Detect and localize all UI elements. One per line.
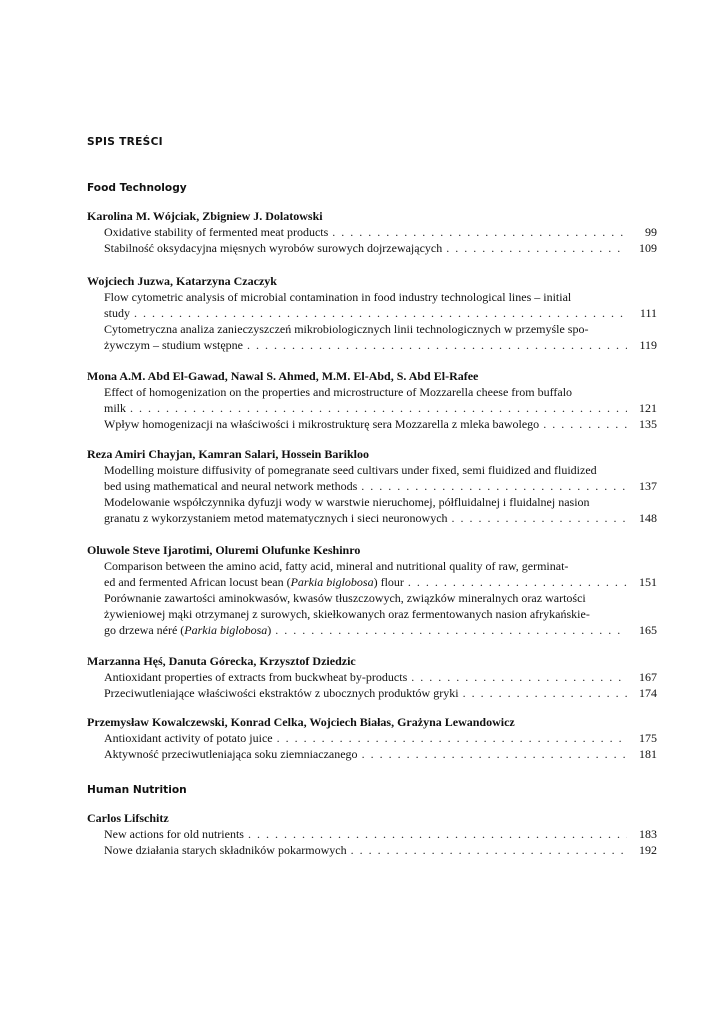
leader-dots: [351, 842, 627, 858]
page-number: 151: [639, 575, 657, 589]
toc-entry[interactable]: [87, 240, 657, 256]
entry-title-line: Effect of homogenization on the properties and microstructure of Mozzarella cheese from buffalo: [104, 385, 573, 399]
page-number: 167: [639, 670, 657, 684]
entry-title-line: Cytometryczna analiza zanieczyszczeń mikrobiologicznych linii technologicznych w przemyśle spo-: [104, 322, 589, 336]
toc-entry[interactable]: [87, 384, 657, 416]
entry-title: [104, 574, 404, 590]
leader-dots: [361, 478, 627, 494]
entry-title: bed using mathematical and neural network methods: [104, 479, 358, 493]
entry-title: Aktywność przeciwutleniająca soku ziemniaczanego: [104, 747, 358, 761]
page-number: 148: [639, 511, 657, 525]
page-number: 183: [639, 827, 657, 841]
entry-title: Przeciwutleniające właściwości ekstraktów z ubocznych produktów gryki: [104, 686, 459, 700]
leader-dots: [408, 574, 627, 590]
leader-dots: [134, 305, 627, 321]
authors: Marzanna Hęś, Danuta Górecka, Krzysztof Dziedzic: [87, 654, 356, 668]
entry-title: milk: [104, 401, 127, 415]
toc-entry[interactable]: [87, 321, 657, 353]
section-heading: Human Nutrition: [87, 784, 187, 796]
leader-dots: [248, 826, 627, 842]
entry-title-line: Comparison between the amino acid, fatty acid, mineral and nutritional quality of raw, germinat-: [104, 559, 569, 573]
entry-title-line: Flow cytometric analysis of microbial contamination in food industry technological lines – initial: [104, 290, 572, 304]
page-number: 165: [639, 623, 657, 637]
leader-dots: [247, 337, 627, 353]
page-number: 135: [639, 417, 657, 431]
entry-title: Nowe działania starych składników pokarmowych: [104, 843, 347, 857]
toc-entry[interactable]: [87, 558, 657, 590]
page-number: 175: [639, 731, 657, 745]
author-group: [87, 810, 657, 858]
author-group: [87, 714, 657, 762]
toc-entry[interactable]: [87, 462, 657, 494]
leader-dots: [332, 224, 627, 240]
toc-entry[interactable]: [87, 289, 657, 321]
entry-title: Antioxidant properties of extracts from buckwheat by-products: [104, 670, 408, 684]
page-number: 111: [639, 306, 657, 320]
entry-title: study: [104, 306, 131, 320]
toc-entry[interactable]: [87, 730, 657, 746]
entry-title: Stabilność oksydacyjna mięsnych wyrobów surowych dojrzewających: [104, 241, 443, 255]
section-heading: Food Technology: [87, 182, 187, 194]
page-number: 121: [639, 401, 657, 415]
author-group: [87, 208, 657, 256]
entry-title: żywczym – studium wstępne: [104, 338, 243, 352]
page-number: 99: [645, 225, 657, 239]
leader-dots: [452, 510, 627, 526]
toc-entry[interactable]: [87, 416, 657, 432]
toc-title: SPIS TREŚCI: [87, 136, 163, 148]
toc-entry[interactable]: [87, 746, 657, 762]
entry-title-line: Modelling moisture diffusivity of pomegranate seed cultivars under fixed, semi fluidized and fluidized: [104, 463, 597, 477]
toc-entry[interactable]: [87, 224, 657, 240]
entry-title: granatu z wykorzystaniem metod matematycznych i sieci neuronowych: [104, 511, 448, 525]
leader-dots: [463, 685, 627, 701]
entry-title: New actions for old nutrients: [104, 827, 244, 841]
toc-entry[interactable]: [87, 842, 657, 858]
author-group: [87, 368, 657, 432]
authors: Reza Amiri Chayjan, Kamran Salari, Hossein Barikloo: [87, 447, 369, 461]
toc-entry[interactable]: [87, 669, 657, 685]
toc-entry[interactable]: [87, 826, 657, 842]
leader-dots: [411, 669, 627, 685]
page-number: 119: [639, 338, 657, 352]
authors: Przemysław Kowalczewski, Konrad Celka, Wojciech Białas, Grażyna Lewandowicz: [87, 715, 515, 729]
entry-title-line: żywieniowej mąki otrzymanej z surowych, skiełkowanych oraz fermentowanych nasion afrykańskie-: [104, 607, 590, 621]
authors: Oluwole Steve Ijarotimi, Oluremi Olufunke Keshinro: [87, 543, 361, 557]
author-group: [87, 273, 657, 353]
authors: Mona A.M. Abd El-Gawad, Nawal S. Ahmed, M.M. El-Abd, S. Abd El-Rafee: [87, 369, 479, 383]
toc-entry[interactable]: [87, 494, 657, 526]
entry-title: go drzewa néré (Parkia biglobosa): [104, 623, 272, 637]
page-number: 181: [639, 747, 657, 761]
leader-dots: [543, 416, 627, 432]
leader-dots: [446, 240, 627, 256]
page-number: 192: [639, 843, 657, 857]
toc-entry[interactable]: [87, 685, 657, 701]
entry-title: Antioxidant activity of potato juice: [104, 731, 273, 745]
authors: Wojciech Juzwa, Katarzyna Czaczyk: [87, 274, 277, 288]
authors: Karolina M. Wójciak, Zbigniew J. Dolatowski: [87, 209, 323, 223]
entry-title: Oxidative stability of fermented meat products: [104, 225, 329, 239]
entry-title-part: ed and fermented African locust bean (Parkia biglobosa) flour: [104, 575, 404, 589]
author-group: [87, 446, 657, 526]
author-group: [87, 542, 657, 638]
leader-dots: [275, 622, 627, 638]
authors: Carlos Lifschitz: [87, 811, 169, 825]
leader-dots: [277, 730, 627, 746]
leader-dots: [362, 746, 627, 762]
toc-entry[interactable]: [87, 590, 657, 638]
entry-title: Wpływ homogenizacji na właściwości i mikrostrukturę sera Mozzarella z mleka bawolego: [104, 417, 540, 431]
entry-title-line: Modelowanie współczynnika dyfuzji wody w warstwie nieruchomej, półfluidalnej i fluidalnej nasion: [104, 495, 590, 509]
page-number: 137: [639, 479, 657, 493]
leader-dots: [130, 400, 627, 416]
entry-title-line: Porównanie zawartości aminokwasów, kwasów tłuszczowych, związków mineralnych oraz wartości: [104, 591, 586, 605]
page-number: 109: [639, 241, 657, 255]
page-number: 174: [639, 686, 657, 700]
author-group: [87, 653, 657, 701]
